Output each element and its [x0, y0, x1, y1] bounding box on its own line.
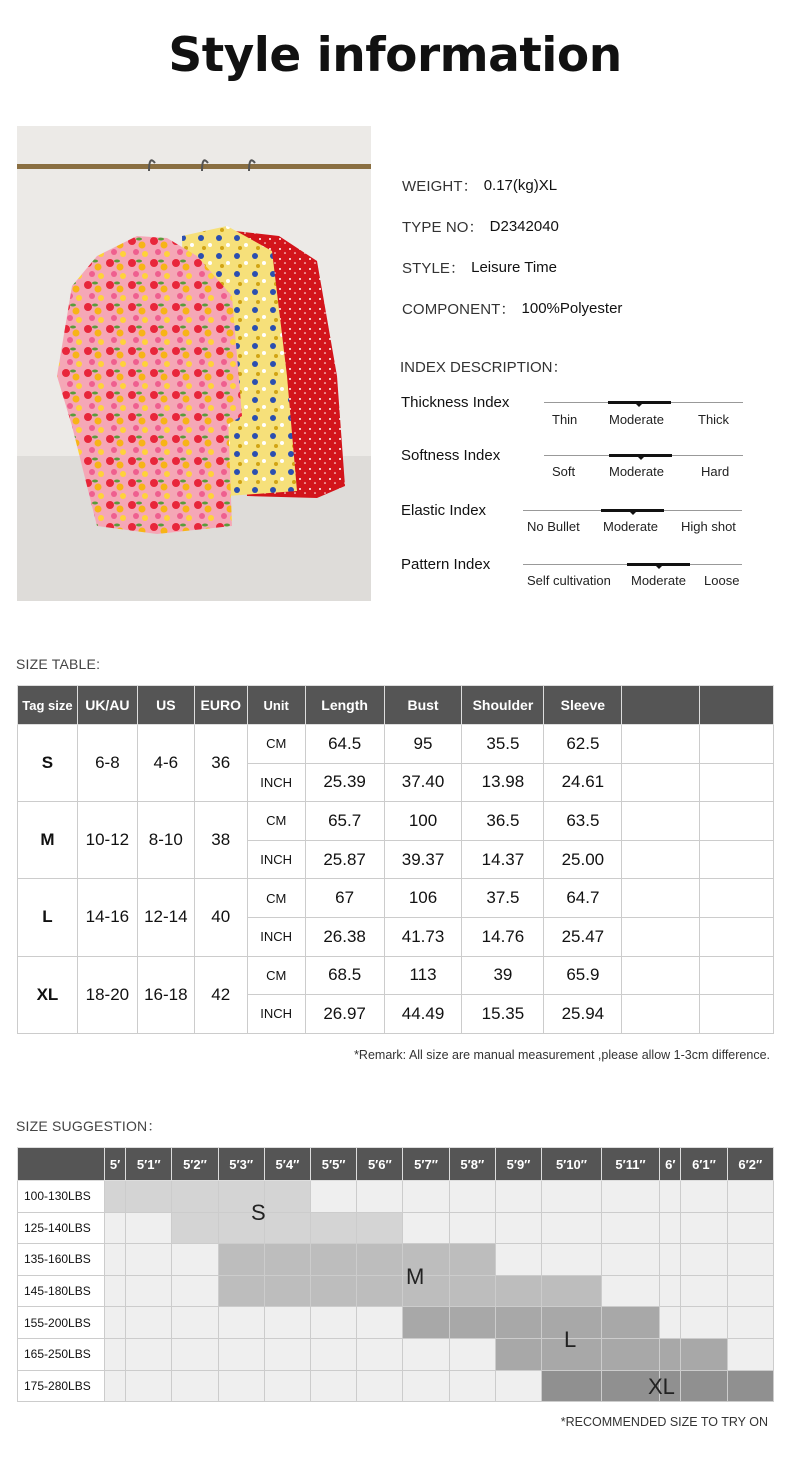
- size-zone-cell: [449, 1181, 495, 1213]
- measure-cell: 39.37: [384, 840, 462, 879]
- size-zone-cell: [311, 1212, 357, 1244]
- style-info-list: [402, 165, 622, 329]
- size-zone-cell: [660, 1212, 681, 1244]
- measure-cell: 62.5: [544, 725, 622, 764]
- ukau-cell: 6-8: [77, 725, 137, 802]
- index-option: Soft: [552, 464, 576, 479]
- unit-cell: CM: [247, 725, 305, 764]
- column-header: UK/AU: [77, 686, 137, 725]
- size-zone-cell: [660, 1244, 681, 1276]
- euro-cell: 42: [194, 956, 247, 1033]
- size-zone-cell: [357, 1307, 403, 1339]
- info-component: [402, 288, 622, 329]
- size-tag-cell: S: [18, 725, 78, 802]
- measure-cell: 44.49: [384, 995, 462, 1034]
- size-zone-cell: [126, 1275, 172, 1307]
- measure-cell: 14.37: [462, 840, 544, 879]
- weight-label: 165-250LBS: [18, 1338, 105, 1370]
- size-zone-cell: [264, 1307, 310, 1339]
- size-zone-cell: [542, 1181, 602, 1213]
- size-zone-cell: [660, 1275, 681, 1307]
- empty-cell: [622, 917, 700, 956]
- height-header: 5′10″: [542, 1148, 602, 1181]
- table-row: [18, 1275, 774, 1307]
- ukau-cell: 10-12: [77, 802, 137, 879]
- empty-cell: [700, 802, 774, 841]
- index-option: Hard: [701, 464, 730, 479]
- size-zone-cell: [727, 1181, 773, 1213]
- empty-cell: [700, 840, 774, 879]
- height-header: 5′7″: [403, 1148, 449, 1181]
- measure-cell: 65.9: [544, 956, 622, 995]
- recommended-note: *RECOMMENDED SIZE TO TRY ON: [560, 1415, 768, 1429]
- size-zone-cell: [218, 1370, 264, 1402]
- empty-cell: [700, 995, 774, 1034]
- blouses-on-rack-image: [17, 126, 371, 601]
- page-title: Style information: [168, 28, 622, 83]
- height-header: 6′: [660, 1148, 681, 1181]
- measure-cell: 25.94: [544, 995, 622, 1034]
- height-header: 5′: [105, 1148, 126, 1181]
- size-suggestion-grid: [17, 1147, 774, 1402]
- size-tag-cell: M: [18, 802, 78, 879]
- size-zone-cell: [105, 1181, 126, 1213]
- height-header: 5′9″: [495, 1148, 541, 1181]
- size-zone-cell: [495, 1212, 541, 1244]
- size-zone-cell: [105, 1244, 126, 1276]
- column-header: Sleeve: [544, 686, 622, 725]
- index-label: Thickness Index: [401, 394, 510, 411]
- size-zone-cell: [311, 1181, 357, 1213]
- size-zone-cell: [727, 1212, 773, 1244]
- height-header: 6′1″: [681, 1148, 727, 1181]
- measure-cell: 15.35: [462, 995, 544, 1034]
- index-label: Softness Index: [401, 447, 501, 464]
- softness-index: [401, 447, 761, 487]
- table-row: [18, 1181, 774, 1213]
- unit-cell: INCH: [247, 917, 305, 956]
- size-zone-cell: [172, 1181, 218, 1213]
- index-option: No Bullet: [527, 519, 580, 534]
- size-zone-cell: [126, 1338, 172, 1370]
- size-zone-cell: [449, 1244, 495, 1276]
- us-cell: 4-6: [137, 725, 194, 802]
- table-row: [18, 1212, 774, 1244]
- size-zone-cell: [126, 1244, 172, 1276]
- empty-cell: [622, 725, 700, 764]
- size-zone-cell: [126, 1181, 172, 1213]
- index-option: High shot: [681, 519, 736, 534]
- measure-cell: 36.5: [462, 802, 544, 841]
- size-zone-cell: [495, 1275, 541, 1307]
- size-zone-cell: [660, 1307, 681, 1339]
- size-zone-cell: [495, 1181, 541, 1213]
- column-header: Unit: [247, 686, 305, 725]
- height-header: 5′5″: [311, 1148, 357, 1181]
- size-suggestion-label: SIZE SUGGESTION：: [16, 1118, 162, 1134]
- size-zone-cell: [218, 1275, 264, 1307]
- empty-cell: [700, 879, 774, 918]
- unit-cell: CM: [247, 802, 305, 841]
- size-zone-cell: [601, 1307, 659, 1339]
- size-zone-cell: [172, 1244, 218, 1276]
- index-pointer-icon: [629, 511, 637, 515]
- height-header: 5′4″: [264, 1148, 310, 1181]
- empty-cell: [622, 802, 700, 841]
- size-zone-cell: [449, 1338, 495, 1370]
- size-zone-cell: [311, 1244, 357, 1276]
- info-value: 0.17(kg)XL: [483, 177, 558, 194]
- info-value: Leisure Time: [471, 259, 557, 276]
- size-table: [17, 685, 774, 1034]
- size-zone-cell: [681, 1212, 727, 1244]
- size-zone-cell: [311, 1275, 357, 1307]
- size-zone-cell: [218, 1244, 264, 1276]
- index-option: Moderate: [631, 573, 686, 588]
- weight-label: 125-140LBS: [18, 1212, 105, 1244]
- measure-cell: 25.47: [544, 917, 622, 956]
- empty-cell: [700, 725, 774, 764]
- measure-cell: 113: [384, 956, 462, 995]
- measure-cell: 95: [384, 725, 462, 764]
- us-cell: 8-10: [137, 802, 194, 879]
- elastic-index: [401, 502, 761, 542]
- table-row: [18, 725, 774, 764]
- empty-cell: [622, 956, 700, 995]
- index-description-title: INDEX DESCRIPTION：: [400, 359, 568, 376]
- measure-cell: 26.97: [305, 995, 384, 1034]
- size-zone-cell: [681, 1181, 727, 1213]
- thickness-index: [401, 394, 761, 434]
- column-header: Tag size: [18, 686, 78, 725]
- size-zone-cell: [264, 1181, 310, 1213]
- index-option: Moderate: [609, 412, 664, 427]
- index-option: Thin: [552, 412, 578, 427]
- table-row: [18, 1307, 774, 1339]
- size-zone-cell: [601, 1181, 659, 1213]
- empty-cell: [622, 879, 700, 918]
- unit-cell: INCH: [247, 763, 305, 802]
- info-value: 100%Polyester: [521, 300, 623, 317]
- size-zone-cell: [264, 1370, 310, 1402]
- size-zone-cell: [403, 1212, 449, 1244]
- table-row: [18, 1244, 774, 1276]
- size-zone-cell: [727, 1275, 773, 1307]
- size-zone-cell: [495, 1338, 541, 1370]
- table-row: [18, 1338, 774, 1370]
- size-tag-cell: L: [18, 879, 78, 956]
- euro-cell: 36: [194, 725, 247, 802]
- index-label: Pattern Index: [401, 556, 491, 573]
- size-zone-cell: [105, 1307, 126, 1339]
- measure-cell: 37.5: [462, 879, 544, 918]
- measure-cell: 63.5: [544, 802, 622, 841]
- size-zone-cell: [727, 1370, 773, 1402]
- size-zone-cell: [727, 1307, 773, 1339]
- measure-cell: 65.7: [305, 802, 384, 841]
- measure-cell: 100: [384, 802, 462, 841]
- size-zone-cell: [542, 1275, 602, 1307]
- index-option: Loose: [704, 573, 740, 588]
- column-header: [622, 686, 700, 725]
- index-option: Moderate: [603, 519, 658, 534]
- size-zone-cell: [357, 1212, 403, 1244]
- empty-cell: [622, 995, 700, 1034]
- measure-cell: 64.5: [305, 725, 384, 764]
- index-option: Thick: [698, 412, 730, 427]
- empty-cell: [700, 763, 774, 802]
- unit-cell: INCH: [247, 995, 305, 1034]
- size-zone-cell: [126, 1212, 172, 1244]
- measure-cell: 106: [384, 879, 462, 918]
- weight-label: 145-180LBS: [18, 1275, 105, 1307]
- zone-label-s: S: [251, 1200, 266, 1225]
- unit-cell: INCH: [247, 840, 305, 879]
- measure-cell: 64.7: [544, 879, 622, 918]
- size-zone-cell: [495, 1370, 541, 1402]
- index-option: Moderate: [609, 464, 664, 479]
- column-header: [700, 686, 774, 725]
- index-pointer-icon: [655, 565, 663, 569]
- size-zone-cell: [449, 1212, 495, 1244]
- height-header: 5′2″: [172, 1148, 218, 1181]
- euro-cell: 40: [194, 879, 247, 956]
- measure-cell: 67: [305, 879, 384, 918]
- size-zone-cell: [357, 1338, 403, 1370]
- info-style: [402, 247, 622, 288]
- size-zone-cell: [264, 1275, 310, 1307]
- size-zone-cell: [311, 1338, 357, 1370]
- unit-cell: CM: [247, 879, 305, 918]
- empty-cell: [700, 917, 774, 956]
- measure-cell: 14.76: [462, 917, 544, 956]
- us-cell: 12-14: [137, 879, 194, 956]
- info-value: D2342040: [489, 218, 559, 235]
- us-cell: 16-18: [137, 956, 194, 1033]
- empty-cell: [622, 763, 700, 802]
- weight-label: 135-160LBS: [18, 1244, 105, 1276]
- size-zone-cell: [601, 1244, 659, 1276]
- size-zone-cell: [601, 1275, 659, 1307]
- measure-cell: 68.5: [305, 956, 384, 995]
- column-header: EURO: [194, 686, 247, 725]
- height-header: 6′2″: [727, 1148, 773, 1181]
- size-zone-cell: [172, 1212, 218, 1244]
- size-zone-cell: [105, 1338, 126, 1370]
- size-zone-cell: [449, 1307, 495, 1339]
- size-zone-cell: [542, 1370, 602, 1402]
- measure-cell: 25.00: [544, 840, 622, 879]
- empty-cell: [700, 956, 774, 995]
- measure-cell: 35.5: [462, 725, 544, 764]
- size-zone-cell: [172, 1370, 218, 1402]
- weight-label: 155-200LBS: [18, 1307, 105, 1339]
- size-zone-cell: [681, 1370, 727, 1402]
- table-row: [18, 879, 774, 918]
- size-zone-cell: [727, 1338, 773, 1370]
- size-zone-cell: [172, 1307, 218, 1339]
- size-zone-cell: [126, 1307, 172, 1339]
- measure-cell: 24.61: [544, 763, 622, 802]
- table-row: [18, 802, 774, 841]
- size-zone-cell: [681, 1307, 727, 1339]
- height-header: 5′11″: [601, 1148, 659, 1181]
- size-zone-cell: [357, 1181, 403, 1213]
- product-photo: [17, 126, 371, 601]
- height-header: 5′1″: [126, 1148, 172, 1181]
- index-option: Self cultivation: [527, 573, 611, 588]
- weight-label: 175-280LBS: [18, 1370, 105, 1402]
- zone-label-m: M: [406, 1264, 425, 1289]
- size-zone-cell: [403, 1370, 449, 1402]
- table-row: [18, 956, 774, 995]
- size-table-label: SIZE TABLE:: [16, 656, 101, 672]
- size-zone-cell: [403, 1181, 449, 1213]
- size-tag-cell: XL: [18, 956, 78, 1033]
- size-zone-cell: [403, 1338, 449, 1370]
- measure-cell: 39: [462, 956, 544, 995]
- column-header: Shoulder: [462, 686, 544, 725]
- measure-cell: 41.73: [384, 917, 462, 956]
- corner-cell: [18, 1148, 105, 1181]
- height-header: 5′6″: [357, 1148, 403, 1181]
- size-zone-cell: [357, 1275, 403, 1307]
- size-zone-cell: [660, 1338, 681, 1370]
- measure-cell: 13.98: [462, 763, 544, 802]
- index-pointer-icon: [635, 403, 643, 407]
- weight-label: 100-130LBS: [18, 1181, 105, 1213]
- size-zone-cell: [218, 1338, 264, 1370]
- size-zone-cell: [264, 1244, 310, 1276]
- size-zone-cell: [311, 1307, 357, 1339]
- column-header: US: [137, 686, 194, 725]
- size-table-body: [18, 725, 774, 1034]
- zone-label-l: L: [564, 1327, 577, 1352]
- size-zone-cell: [126, 1370, 172, 1402]
- size-zone-cell: [311, 1370, 357, 1402]
- height-header: 5′8″: [449, 1148, 495, 1181]
- column-header: Bust: [384, 686, 462, 725]
- size-zone-cell: [264, 1338, 310, 1370]
- size-zone-cell: [660, 1181, 681, 1213]
- size-zone-cell: [681, 1338, 727, 1370]
- measure-cell: 25.39: [305, 763, 384, 802]
- measure-cell: 37.40: [384, 763, 462, 802]
- height-header-row: [18, 1148, 774, 1181]
- size-zone-cell: [105, 1275, 126, 1307]
- info-key: COMPONENT：: [402, 301, 516, 318]
- euro-cell: 38: [194, 802, 247, 879]
- remark-note: *Remark: All size are manual measurement ,please allow 1-3cm difference.: [354, 1048, 770, 1062]
- size-zone-cell: [542, 1212, 602, 1244]
- size-zone-cell: [449, 1370, 495, 1402]
- zone-label-xl: XL: [648, 1374, 675, 1399]
- size-zone-cell: [105, 1370, 126, 1402]
- pattern-index: [401, 556, 761, 596]
- info-key: WEIGHT：: [402, 178, 478, 195]
- size-zone-cell: [542, 1244, 602, 1276]
- size-zone-cell: [495, 1244, 541, 1276]
- measure-cell: 25.87: [305, 840, 384, 879]
- size-table-header: [18, 686, 774, 725]
- unit-cell: CM: [247, 956, 305, 995]
- size-zone-cell: [601, 1338, 659, 1370]
- info-key: STYLE：: [402, 260, 466, 277]
- size-zone-cell: [449, 1275, 495, 1307]
- size-zone-cell: [403, 1307, 449, 1339]
- size-zone-cell: [218, 1307, 264, 1339]
- column-header: Length: [305, 686, 384, 725]
- size-zone-cell: [681, 1244, 727, 1276]
- size-zone-cell: [495, 1307, 541, 1339]
- size-zone-cell: [357, 1244, 403, 1276]
- size-zone-cell: [727, 1244, 773, 1276]
- size-zone-cell: [105, 1212, 126, 1244]
- size-zone-cell: [357, 1370, 403, 1402]
- measure-cell: 26.38: [305, 917, 384, 956]
- info-key: TYPE NO：: [402, 219, 484, 236]
- size-suggestion-body: [18, 1181, 774, 1402]
- info-weight: [402, 165, 622, 206]
- index-label: Elastic Index: [401, 502, 487, 519]
- size-zone-cell: [601, 1212, 659, 1244]
- info-type-no: [402, 206, 622, 247]
- size-zone-cell: [264, 1212, 310, 1244]
- size-zone-cell: [172, 1275, 218, 1307]
- ukau-cell: 14-16: [77, 879, 137, 956]
- height-header: 5′3″: [218, 1148, 264, 1181]
- size-zone-cell: [172, 1338, 218, 1370]
- size-zone-cell: [681, 1275, 727, 1307]
- empty-cell: [622, 840, 700, 879]
- ukau-cell: 18-20: [77, 956, 137, 1033]
- index-pointer-icon: [637, 456, 645, 460]
